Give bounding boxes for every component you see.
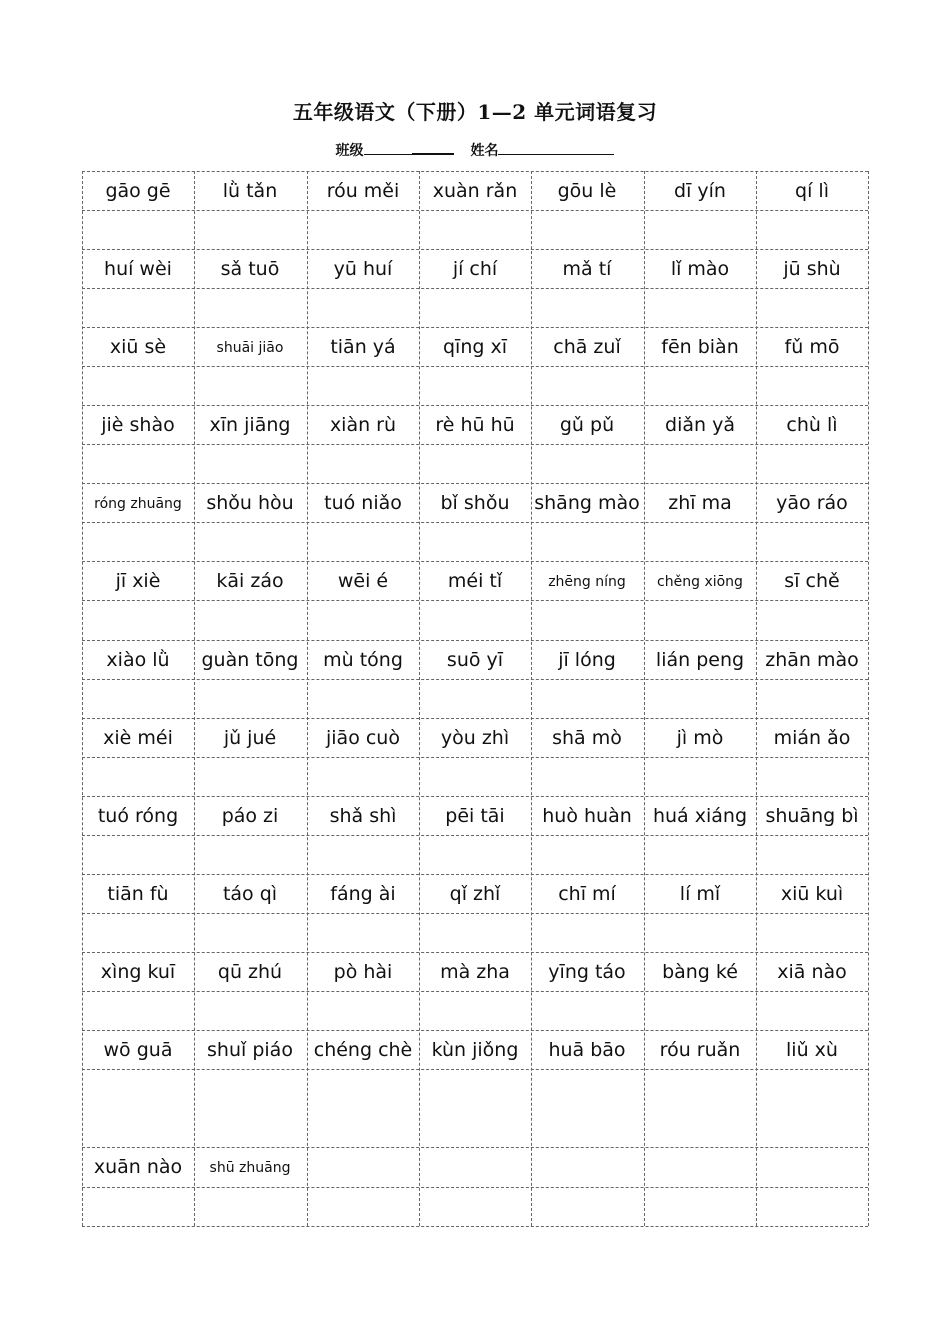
grid-horizontal-line	[82, 640, 868, 641]
pinyin-word: lí mǐ	[679, 883, 721, 905]
class-blank-line-bold	[412, 139, 454, 155]
grid-horizontal-line	[82, 366, 868, 367]
pinyin-word: jǔ jué	[223, 727, 277, 749]
pinyin-word: yīng táo	[548, 961, 626, 983]
pinyin-word: huā bāo	[548, 1039, 626, 1061]
grid-vertical-line	[868, 171, 869, 1226]
pinyin-word: xiū sè	[109, 336, 167, 358]
pinyin-word: shuāng bì	[765, 805, 859, 827]
grid-horizontal-line	[82, 874, 868, 875]
pinyin-word: qū zhú	[217, 961, 283, 983]
grid-horizontal-line	[82, 757, 868, 758]
pinyin-word: tiān yá	[330, 336, 396, 358]
pinyin-word: qǐ zhǐ	[449, 883, 501, 905]
grid-horizontal-line	[82, 483, 868, 484]
pinyin-word: sī chě	[784, 570, 840, 592]
grid-horizontal-line	[82, 835, 868, 836]
grid-horizontal-line	[82, 679, 868, 680]
grid-horizontal-line	[82, 952, 868, 953]
pinyin-word: jì mò	[676, 727, 724, 749]
pinyin-word: qīng xī	[442, 336, 507, 358]
grid-horizontal-line	[82, 522, 868, 523]
pinyin-word: chā zuǐ	[553, 336, 621, 358]
pinyin-word: shuāi jiāo	[216, 340, 284, 356]
pinyin-word: guàn tōng	[201, 649, 299, 671]
grid-horizontal-line	[82, 561, 868, 562]
pinyin-word: kāi záo	[216, 570, 284, 592]
pinyin-word: bǐ shǒu	[440, 492, 510, 514]
pinyin-word: chù lì	[786, 414, 838, 436]
pinyin-word: fǔ mō	[784, 336, 840, 358]
class-label: 班级	[335, 143, 364, 159]
grid-horizontal-line	[82, 1187, 868, 1188]
pinyin-word: jī xiè	[115, 570, 161, 592]
pinyin-word: yòu zhì	[440, 727, 510, 749]
pinyin-word: chéng chè	[313, 1039, 413, 1061]
pinyin-word: qí lì	[795, 180, 829, 202]
pinyin-word: xiàn rù	[329, 414, 397, 436]
pinyin-word: shǎ shì	[329, 805, 397, 827]
pinyin-word: yū huí	[333, 258, 393, 280]
grid-horizontal-line	[82, 444, 868, 445]
pinyin-word: shū zhuāng	[209, 1160, 291, 1176]
pinyin-word: gāo gē	[105, 180, 171, 202]
pinyin-word: zhī ma	[668, 492, 732, 514]
grid-horizontal-line	[82, 210, 868, 211]
student-info-line	[0, 139, 950, 160]
pinyin-word: lǐ mào	[670, 258, 730, 280]
pinyin-word-grid	[82, 171, 868, 1226]
pinyin-word: xiū kuì	[780, 883, 844, 905]
pinyin-word: liǔ xù	[786, 1039, 838, 1061]
pinyin-word: jí chí	[452, 258, 498, 280]
pinyin-word: mǎ tí	[562, 258, 612, 280]
pinyin-word: huò huàn	[542, 805, 632, 827]
pinyin-word: xiè méi	[103, 727, 173, 749]
pinyin-word: jiāo cuò	[326, 727, 400, 749]
grid-horizontal-line	[82, 405, 868, 406]
pinyin-word: mà zha	[440, 961, 510, 983]
pinyin-word: páo zi	[221, 805, 279, 827]
pinyin-word: diǎn yǎ	[665, 414, 735, 436]
pinyin-word: fáng ài	[330, 883, 396, 905]
pinyin-word: gǔ pǔ	[559, 414, 615, 436]
grid-vertical-line	[307, 171, 308, 1226]
pinyin-word: jiè shào	[101, 414, 175, 436]
pinyin-word: zhēng níng	[548, 574, 626, 590]
pinyin-word: lián peng	[655, 649, 745, 671]
pinyin-word: xiào lǜ	[106, 649, 170, 671]
pinyin-word: bàng ké	[662, 961, 738, 983]
pinyin-word: méi tǐ	[447, 570, 503, 592]
name-blank-line[interactable]	[498, 140, 614, 155]
page-title: 五年级语文（下册）1—2 单元词语复习	[292, 100, 658, 124]
grid-horizontal-line	[82, 1069, 868, 1070]
pinyin-word: lǜ tǎn	[222, 180, 278, 202]
pinyin-word: shǒu hòu	[206, 492, 294, 514]
grid-vertical-line	[82, 171, 83, 1226]
pinyin-word: kùn jiǒng	[431, 1039, 519, 1061]
pinyin-word: chī mí	[558, 883, 616, 905]
pinyin-word: shā mò	[552, 727, 622, 749]
pinyin-word: mián ǎo	[773, 727, 851, 749]
grid-vertical-line	[194, 171, 195, 1226]
pinyin-word: chěng xiōng	[657, 574, 743, 590]
pinyin-word: tuó róng	[97, 805, 179, 827]
grid-horizontal-line	[82, 718, 868, 719]
class-blank-line[interactable]	[364, 140, 412, 155]
pinyin-word: shāng mào	[534, 492, 640, 514]
pinyin-word: róu ruǎn	[659, 1039, 741, 1061]
pinyin-word: tuó niǎo	[324, 492, 402, 514]
pinyin-word: jī lóng	[558, 649, 616, 671]
pinyin-word: gōu lè	[557, 180, 617, 202]
grid-horizontal-line	[82, 249, 868, 250]
pinyin-word: pò hài	[333, 961, 393, 983]
pinyin-word: xuān nào	[93, 1156, 183, 1178]
pinyin-word: róng zhuāng	[94, 496, 182, 512]
grid-horizontal-line	[82, 600, 868, 601]
pinyin-word: fēn biàn	[661, 336, 739, 358]
pinyin-word: huá xiáng	[652, 805, 748, 827]
grid-vertical-line	[419, 171, 420, 1226]
grid-horizontal-line	[82, 1226, 868, 1227]
pinyin-word: táo qì	[222, 883, 278, 905]
grid-horizontal-line	[82, 796, 868, 797]
pinyin-word: shuǐ piáo	[207, 1039, 293, 1061]
pinyin-word: wō guā	[103, 1039, 173, 1061]
pinyin-word: rè hū hū	[435, 414, 515, 436]
grid-horizontal-line	[82, 1030, 868, 1031]
pinyin-word: mù tóng	[323, 649, 403, 671]
grid-horizontal-line	[82, 327, 868, 328]
pinyin-word: xīn jiāng	[209, 414, 291, 436]
grid-horizontal-line	[82, 171, 868, 172]
pinyin-word: wēi é	[337, 570, 389, 592]
pinyin-word: pēi tāi	[445, 805, 505, 827]
pinyin-word: xuàn rǎn	[432, 180, 518, 202]
pinyin-word: yāo ráo	[776, 492, 848, 514]
pinyin-word: xìng kuī	[100, 961, 176, 983]
grid-horizontal-line	[82, 913, 868, 914]
grid-horizontal-line	[82, 288, 868, 289]
grid-vertical-line	[756, 171, 757, 1226]
pinyin-word: dī yín	[674, 180, 726, 202]
grid-vertical-line	[531, 171, 532, 1226]
pinyin-word: huí wèi	[104, 258, 172, 280]
pinyin-word: xiā nào	[777, 961, 847, 983]
pinyin-word: zhān mào	[765, 649, 859, 671]
pinyin-word: sǎ tuō	[220, 258, 280, 280]
name-label: 姓名	[470, 143, 499, 159]
pinyin-word: róu měi	[326, 180, 400, 202]
pinyin-word: suō yī	[446, 649, 504, 671]
grid-horizontal-line	[82, 991, 868, 992]
grid-vertical-line	[644, 171, 645, 1226]
pinyin-word: jū shù	[783, 258, 841, 280]
grid-horizontal-line	[82, 1147, 868, 1148]
pinyin-word: tiān fù	[107, 883, 169, 905]
